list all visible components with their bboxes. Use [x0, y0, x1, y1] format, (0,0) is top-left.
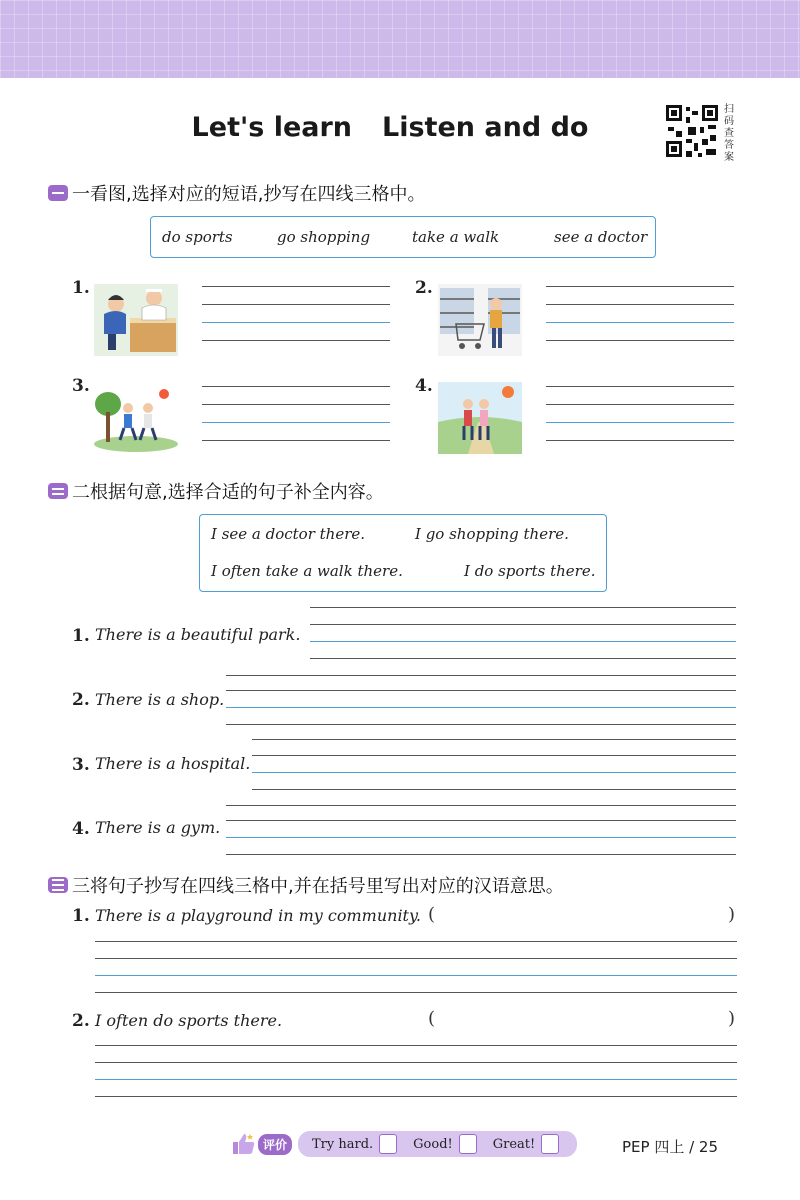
section-number-badge — [48, 877, 68, 893]
eval-checkbox-good[interactable] — [459, 1134, 477, 1154]
four-line-grid[interactable] — [95, 941, 737, 993]
section2-instruction: 二根据句意,选择合适的句子补全内容。 — [48, 478, 384, 504]
translation-blank[interactable] — [438, 1008, 724, 1032]
sentence-bank — [199, 514, 607, 592]
item-number: 3. — [72, 755, 90, 775]
option-sentence: I go shopping there. — [415, 525, 569, 543]
four-line-grid[interactable] — [226, 675, 736, 676]
item-number: 4. — [72, 819, 90, 839]
phrase: do sports — [162, 228, 233, 246]
four-line-grid[interactable] — [546, 286, 734, 346]
paren-close: ) — [728, 1008, 736, 1029]
eval-options — [298, 1131, 577, 1157]
four-line-grid[interactable] — [202, 286, 390, 346]
item-number: 2. — [415, 278, 433, 298]
eval-option-label: Great! — [492, 1136, 536, 1152]
phrase: see a doctor — [554, 228, 648, 246]
section-number-badge — [48, 483, 68, 499]
item-number: 1. — [72, 626, 90, 646]
prompt-sentence: There is a playground in my community. — [95, 906, 421, 925]
section1-instruction: 一看图,选择对应的短语,抄写在四线三格中。 — [48, 180, 425, 206]
item-number: 2. — [72, 1011, 90, 1031]
four-line-grid[interactable] — [226, 690, 736, 724]
item-number: 4. — [415, 376, 433, 396]
prompt-sentence: There is a hospital. — [95, 754, 251, 773]
item-number: 1. — [72, 278, 90, 298]
four-line-grid[interactable] — [226, 820, 736, 854]
doctor-patient-icon — [94, 284, 178, 356]
walk-in-park-icon — [438, 382, 522, 454]
option-sentence: I do sports there. — [464, 562, 596, 580]
prompt-sentence: There is a shop. — [95, 690, 225, 709]
eval-option-label: Good! — [413, 1136, 453, 1152]
four-line-grid[interactable] — [95, 1045, 737, 1097]
thumbs-up-icon — [232, 1133, 256, 1155]
four-line-grid[interactable] — [252, 739, 736, 740]
four-line-grid[interactable] — [226, 805, 736, 806]
eval-checkbox-try-hard[interactable] — [379, 1134, 397, 1154]
prompt-sentence: There is a gym. — [95, 818, 221, 837]
eval-checkbox-great[interactable] — [541, 1134, 559, 1154]
self-evaluation — [232, 1130, 577, 1158]
four-line-grid[interactable] — [310, 607, 736, 659]
eval-option-label: Try hard. — [312, 1136, 374, 1152]
section-number-badge — [48, 185, 68, 201]
item-number: 3. — [72, 376, 90, 396]
four-line-grid[interactable] — [202, 386, 390, 446]
prompt-sentence: There is a beautiful park. — [95, 625, 301, 644]
page-title: Let's learn Listen and do — [191, 112, 589, 143]
eval-label: 评价 — [258, 1134, 292, 1155]
paren-close: ) — [728, 904, 736, 925]
exercise-outdoors-icon — [94, 382, 178, 454]
paren-open: ( — [428, 904, 436, 925]
item-number: 2. — [72, 690, 90, 710]
option-sentence: I see a doctor there. — [211, 525, 366, 543]
four-line-grid[interactable] — [546, 386, 734, 446]
paren-open: ( — [428, 1008, 436, 1029]
shopping-cart-icon — [438, 284, 522, 356]
page-number: PEP 四上 / 25 — [622, 1138, 719, 1156]
qr-label: 扫码查答案 — [724, 104, 734, 163]
phrase-bank — [150, 216, 656, 258]
four-line-grid[interactable] — [252, 755, 736, 789]
option-sentence: I often take a walk there. — [211, 562, 403, 580]
phrase: take a walk — [412, 228, 500, 246]
section3-instruction: 三将句子抄写在四线三格中,并在括号里写出对应的汉语意思。 — [48, 872, 564, 898]
item-number: 1. — [72, 906, 90, 926]
header-band — [0, 0, 800, 78]
translation-blank[interactable] — [438, 904, 724, 928]
prompt-sentence: I often do sports there. — [95, 1011, 283, 1030]
qr-code-icon[interactable] — [664, 103, 720, 159]
phrase: go shopping — [277, 228, 371, 246]
